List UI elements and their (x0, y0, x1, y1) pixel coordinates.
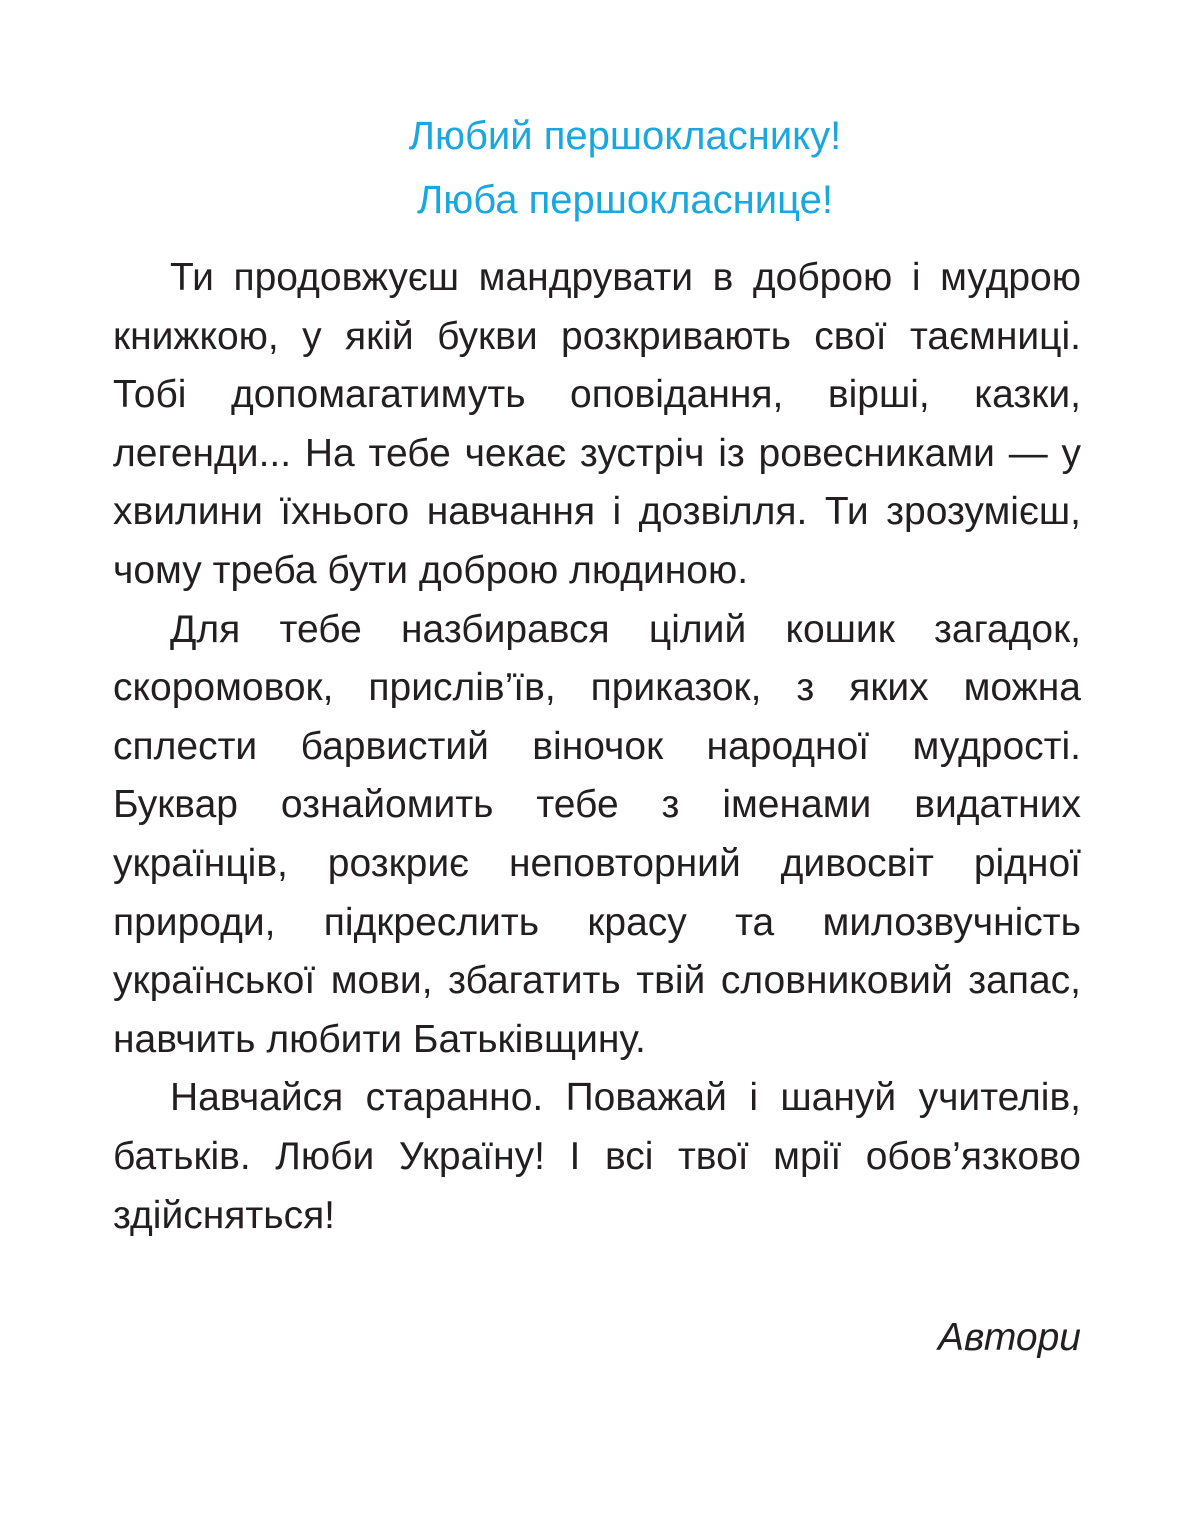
paragraph-1: Ти продовжуєш мандрувати в доброю і мудрою книжкою, у якій букви розкривають свої таємниці. Тобі допомагатимуть оповідання, вірші, казки, легенди... На тебе чекає зустріч із ровесниками — у хвилини їхнього навчання і дозвілля. Ти зрозумієш, чому треба бути доброю людиною. (113, 256, 1081, 592)
paragraph-2: Для тебе назбирався цілий кошик загадок, скоромовок, прислів’їв, приказок, з яких можна сплести барвистий віночок народної мудрості. Буквар ознайомить тебе з іменами видатних українців, розкриє неповторний дивосвіт рідної природи, підкреслить красу та милозвучність української мови, збагатить твій словниковий запас, навчить любити Батьківщину. (113, 607, 1081, 1061)
paragraph-3: Навчайся старанно. Поважай і шануй учителів, батьків. Люби Україну! І всі твої мрії обов’язково здійсняться! (113, 1076, 1081, 1237)
greeting-heading (0, 104, 1190, 232)
greeting-line-2: Люба першокласнице! (417, 178, 833, 222)
signature: Автори (937, 1316, 1081, 1359)
letter-body (113, 249, 1081, 1245)
greeting-line-1: Любий першокласнику! (408, 114, 842, 158)
